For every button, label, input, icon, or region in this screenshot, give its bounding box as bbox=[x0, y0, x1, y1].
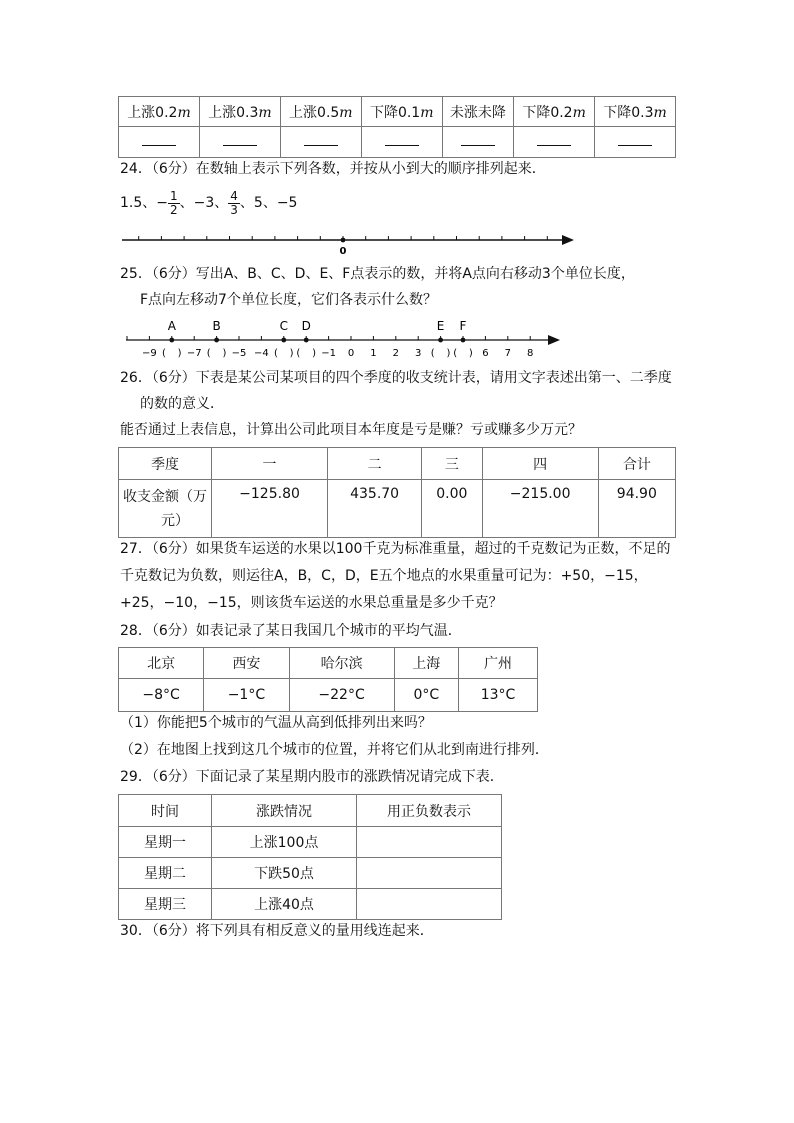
q28-sub1: （1）你能把5个城市的气温从高到低排列出来吗？ bbox=[120, 715, 432, 731]
city-temp: 0°C bbox=[394, 679, 458, 712]
city-temp: −1°C bbox=[204, 679, 289, 712]
tick-label: ( bbox=[296, 348, 301, 359]
axis-zero-label: 0 bbox=[339, 246, 347, 257]
top-header-4: 未涨未降 bbox=[442, 97, 513, 127]
tick-label: 8 bbox=[527, 348, 534, 359]
q29-day: 星期三 bbox=[119, 889, 212, 920]
tick-label: ) bbox=[446, 348, 451, 359]
q27-line1: 27．（6分）如果货车运送的水果以100千克为标准重量，超过的千克数记为正数，不足的 bbox=[120, 541, 671, 557]
q26-line3: 能否通过上表信息，计算出公司此项目本年度是亏是赚？亏或赚多少万元？ bbox=[120, 422, 582, 438]
tick-label: ) bbox=[468, 348, 473, 359]
q26-header: 二 bbox=[328, 448, 422, 480]
city-temp: −8°C bbox=[119, 679, 204, 712]
tick-label: 1 bbox=[370, 348, 377, 359]
answer-blank[interactable] bbox=[199, 127, 280, 158]
q29-change: 下跌50点 bbox=[212, 858, 357, 889]
q25-line1: 25．（6分）写出A、B、C、D、E、F点表示的数，并将A点向右移动3个单位长度， bbox=[120, 266, 635, 282]
q29-day: 星期二 bbox=[119, 858, 212, 889]
top-header-1: 上涨0.3m bbox=[199, 97, 280, 127]
origin-dot bbox=[341, 238, 346, 243]
answer-blank[interactable] bbox=[280, 127, 361, 158]
q24-text: 24．（6分）在数轴上表示下列各数，并按从小到大的顺序排列起来． bbox=[120, 161, 546, 177]
point-label: F bbox=[459, 319, 467, 333]
q29-change: 上涨40点 bbox=[212, 889, 357, 920]
tick-label: ) bbox=[289, 348, 294, 359]
top-header-2: 上涨0.5m bbox=[280, 97, 361, 127]
q25-number-line bbox=[118, 314, 568, 362]
answer-blank[interactable] bbox=[514, 127, 595, 158]
q29-header: 用正负数表示 bbox=[357, 795, 502, 827]
q26-header: 一 bbox=[212, 448, 328, 480]
q29-answer-cell[interactable] bbox=[357, 858, 502, 889]
top-header-3: 下降0.1m bbox=[361, 97, 442, 127]
answer-blank[interactable] bbox=[595, 127, 676, 158]
top-header-6: 下降0.3m bbox=[595, 97, 676, 127]
tick-label: ) bbox=[312, 348, 316, 359]
tick-label: ( bbox=[162, 348, 166, 359]
q29-header: 涨跌情况 bbox=[212, 795, 357, 827]
tick-label: −4 bbox=[254, 348, 269, 359]
tick-label: ( bbox=[206, 348, 211, 359]
q26-value: 94.90 bbox=[598, 480, 675, 538]
q28-table bbox=[118, 647, 538, 712]
q26-header: 三 bbox=[422, 448, 483, 480]
tick-label: 7 bbox=[504, 348, 511, 359]
point-label: B bbox=[212, 319, 221, 333]
point-b bbox=[214, 338, 219, 343]
fraction-half: $\frac{1}{2}$ bbox=[170, 188, 178, 217]
answer-blank[interactable] bbox=[119, 127, 200, 158]
q24-numbers: 1.5、− $\frac{1}{2}$ 、−3、 $\frac{4}{3}$ 、5、−5 bbox=[120, 188, 298, 217]
answer-blank[interactable] bbox=[361, 127, 442, 158]
city-name: 西安 bbox=[204, 648, 289, 679]
point-d bbox=[304, 338, 309, 343]
tick-label: ) bbox=[177, 348, 182, 359]
q29-table bbox=[118, 794, 502, 920]
point-label: A bbox=[167, 319, 176, 333]
q27-line3: +25，−10，−15，则该货车运送的水果总重量是多少千克？ bbox=[120, 595, 503, 611]
point-f bbox=[461, 338, 466, 343]
city-temp: 13°C bbox=[458, 679, 537, 712]
tick-label: 6 bbox=[482, 348, 489, 359]
q26-header: 季度 bbox=[119, 448, 212, 480]
q26-header: 合计 bbox=[598, 448, 675, 480]
q26-table bbox=[118, 447, 676, 538]
q29-answer-cell[interactable] bbox=[357, 827, 502, 858]
city-name: 哈尔滨 bbox=[289, 648, 394, 679]
tick-label: ( bbox=[430, 348, 435, 359]
tick-label: 3 bbox=[415, 348, 422, 359]
top-header-0: 上涨0.2m bbox=[119, 97, 200, 127]
tick-label: −5 bbox=[231, 348, 247, 359]
top-header-5: 下降0.2m bbox=[514, 97, 595, 127]
q28-text: 28．（6分）如表记录了某日我国几个城市的平均气温． bbox=[120, 623, 462, 639]
city-name: 北京 bbox=[119, 648, 204, 679]
tick-label: ) bbox=[222, 348, 227, 359]
tick-label: 2 bbox=[392, 348, 399, 359]
arrow-right-icon bbox=[562, 235, 574, 245]
q26-header: 四 bbox=[482, 448, 598, 480]
tick-label: 0 bbox=[347, 348, 355, 359]
point-label: C bbox=[279, 319, 288, 333]
arrow-right-icon bbox=[548, 335, 560, 345]
q28-sub2: （2）在地图上找到这几个城市的位置，并将它们从北到南进行排列． bbox=[120, 742, 549, 758]
q26-line1: 26．（6分）下表是某公司某项目的四个季度的收支统计表，请用文字表述出第一、二季度 bbox=[120, 370, 672, 386]
city-name: 上海 bbox=[394, 648, 458, 679]
q26-row-label: 收支金额（万 元） bbox=[119, 480, 212, 538]
tick-label: −1 bbox=[321, 348, 336, 359]
q30-text: 30．（6分）将下列具有相反意义的量用线连起来． bbox=[120, 923, 434, 939]
point-c bbox=[281, 338, 286, 343]
point-e bbox=[438, 338, 443, 343]
q29-day: 星期一 bbox=[119, 827, 212, 858]
q26-line2: 的数的意义． bbox=[140, 396, 224, 412]
tick-label: −7 bbox=[186, 348, 202, 359]
q26-value: 0.00 bbox=[422, 480, 483, 538]
top-table bbox=[118, 96, 676, 158]
tick-label: ( bbox=[453, 348, 458, 359]
city-temp: −22°C bbox=[289, 679, 394, 712]
q29-text: 29．（6分）下面记录了某星期内股市的涨跌情况请完成下表． bbox=[120, 769, 504, 785]
city-name: 广州 bbox=[458, 648, 537, 679]
point-label: D bbox=[301, 319, 311, 333]
point-a bbox=[169, 338, 174, 343]
q24-number-line[interactable] bbox=[118, 228, 580, 258]
q29-header: 时间 bbox=[119, 795, 212, 827]
answer-blank[interactable] bbox=[442, 127, 513, 158]
q26-value: −215.00 bbox=[482, 480, 598, 538]
fraction-four-thirds: $\frac{4}{3}$ bbox=[230, 188, 238, 217]
tick-label: ( bbox=[274, 348, 278, 359]
q29-change: 上涨100点 bbox=[212, 827, 357, 858]
q27-line2: 千克数记为负数，则运往A，B，C，D，E五个地点的水果重量可记为：+50，−15， bbox=[120, 568, 648, 584]
point-label: E bbox=[436, 319, 445, 333]
tick-label: −9 bbox=[142, 348, 157, 359]
q25-line2: F点向左移动7个单位长度，它们各表示什么数？ bbox=[140, 292, 437, 308]
q26-value: −125.80 bbox=[212, 480, 328, 538]
q26-value: 435.70 bbox=[328, 480, 422, 538]
q29-answer-cell[interactable] bbox=[357, 889, 502, 920]
